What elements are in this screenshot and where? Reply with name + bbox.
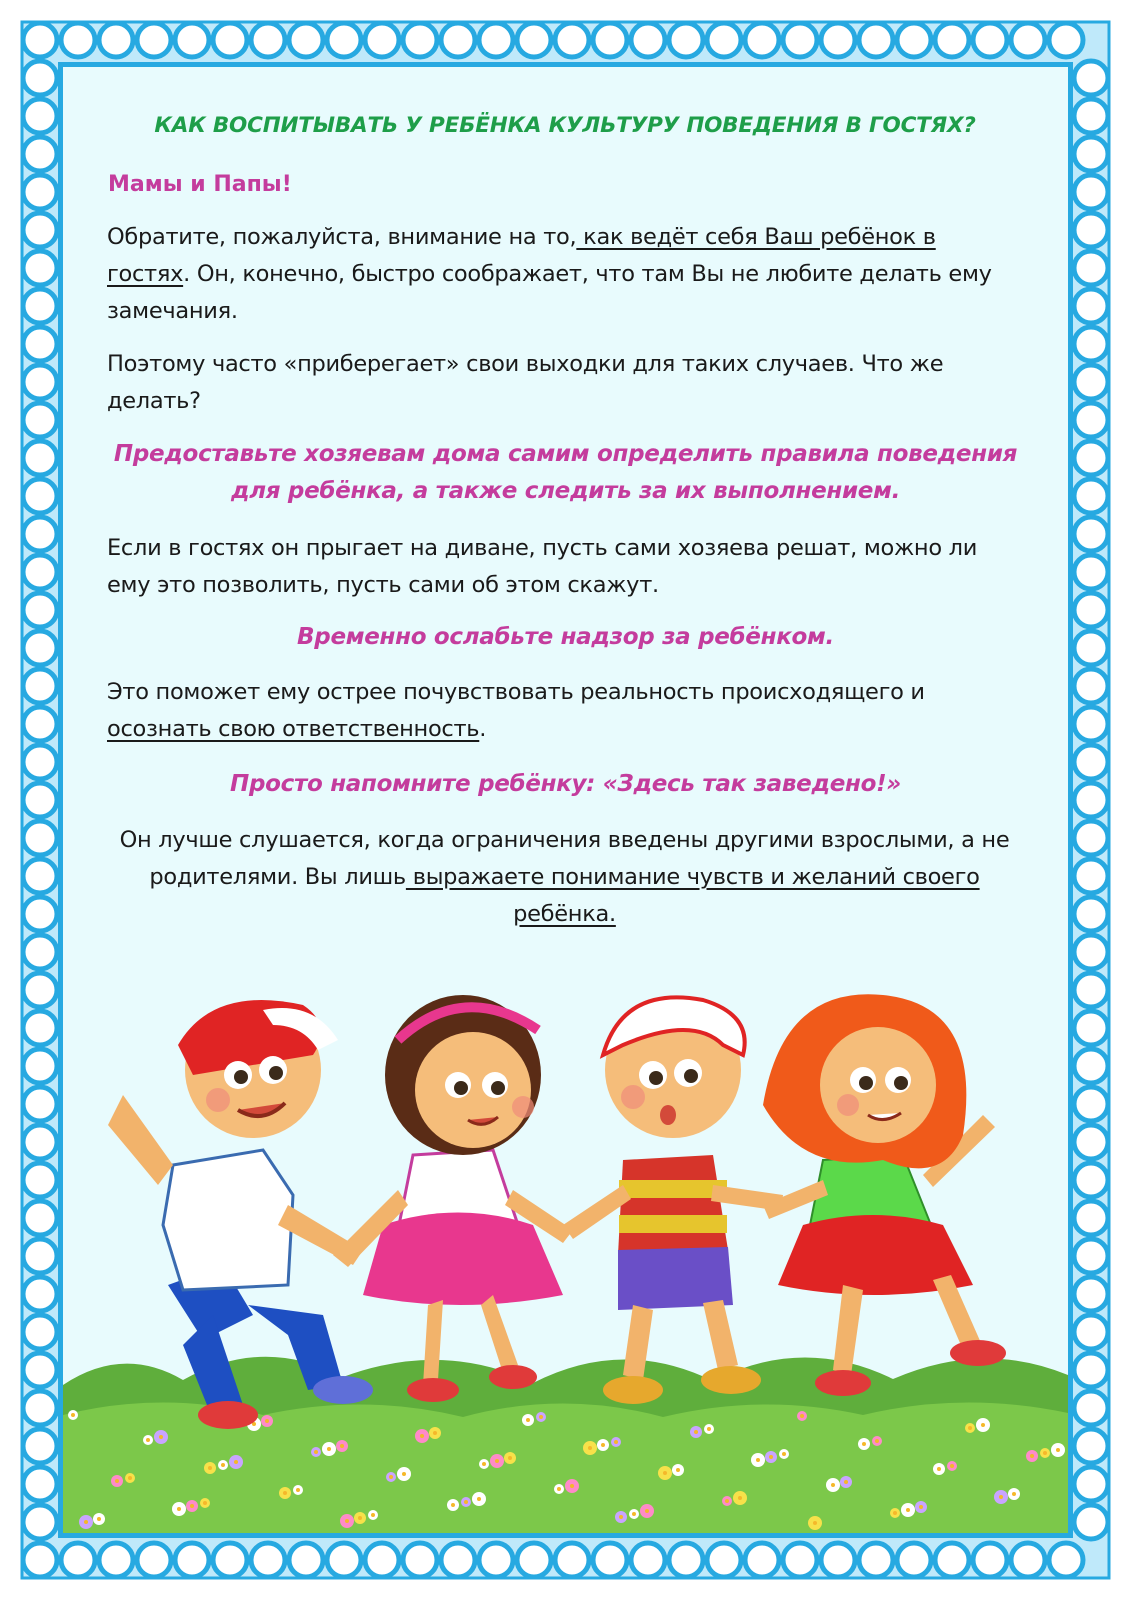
scallop-ring [61,23,95,57]
scallop-ring [1074,61,1108,95]
scallop-ring [669,23,703,57]
scallop-ring [1074,327,1108,361]
scallop-ring [783,1543,817,1577]
scallop-ring [213,23,247,57]
meadow-flower-center [676,1468,680,1472]
scallop-ring [783,23,817,57]
meadow-flower-center [71,1413,75,1417]
scallop-ring [23,821,57,855]
scallop-ring [707,1543,741,1577]
meadow-flower-center [557,1487,561,1491]
meadow-flower-center [84,1520,88,1524]
meadow-flower-center [159,1435,163,1439]
scallop-ring [1074,1391,1108,1425]
scallop-ring [707,23,741,57]
scallop-ring [821,23,855,57]
meadow-flower-center [844,1480,848,1484]
scallop-ring [23,593,57,627]
meadow-flower-center [738,1496,742,1500]
scallop-ring [289,1543,323,1577]
scallop-ring [23,1049,57,1083]
children-illustration [63,985,1068,1533]
meadow-flower-center [477,1497,481,1501]
meadow-flower-center [402,1472,406,1476]
scallop-ring [1074,973,1108,1007]
scallop-ring [23,137,57,171]
meadow-flower-center [707,1427,711,1431]
scallop-ring [1074,669,1108,703]
scallop-ring [23,783,57,817]
scallop-ring [23,213,57,247]
scallop-ring [1074,707,1108,741]
scallop-ring [631,1543,665,1577]
scallop-ring [479,23,513,57]
tip-2: Временно ослабьте надзор за ребёнком. [297,624,834,650]
scallop-ring [1074,175,1108,209]
paragraph-4-text-a: Это поможет ему острее почувствовать реальность происходящего и [107,679,925,705]
scallop-ring [1074,137,1108,171]
scallop-ring [479,1543,513,1577]
meadow-flower-center [327,1447,331,1451]
scallop-ring [1074,1505,1108,1539]
scallop-ring [23,23,57,57]
scallop-ring [23,859,57,893]
meadow-flower-center [451,1503,455,1507]
scallop-ring [1074,935,1108,969]
scallop-ring [23,251,57,285]
scallop-ring [1074,99,1108,133]
scallop-ring [175,23,209,57]
scallop-ring [1074,859,1108,893]
scallop-ring [973,1543,1007,1577]
meadow-flower-center [968,1426,972,1430]
meadow-flower-center [663,1471,667,1475]
scallop-ring [1074,441,1108,475]
meadow-flower-center [694,1430,698,1434]
scallop-ring [1011,23,1045,57]
scallop-ring [23,1429,57,1463]
meadow-flower-center [1056,1448,1060,1452]
scallop-ring [859,1543,893,1577]
scallop-ring [1074,251,1108,285]
meadow-flower-center [1012,1492,1016,1496]
scallop-ring [1074,1467,1108,1501]
scallop-ring [23,745,57,779]
scallop-ring [137,23,171,57]
scallop-ring [403,1543,437,1577]
scallop-ring [365,23,399,57]
paragraph-5-text-a: Он лучше слушается, когда ограничения введены другими взрослыми, а не родителями. Вы лишь [119,827,1010,890]
scallop-ring [23,365,57,399]
meadow-flower-center [146,1438,150,1442]
paragraph-5-underlined: выражаете понимание чувств и желаний своего ребёнка. [405,864,980,927]
scallop-ring [1074,479,1108,513]
meadow-flower-center [981,1423,985,1427]
scallop-ring [23,1087,57,1121]
scallop-ring [23,631,57,665]
scallop-ring [23,555,57,589]
meadow-flower-center [208,1466,212,1470]
scallop-ring [1074,1277,1108,1311]
scallop-ring [517,23,551,57]
scallop-ring [935,1543,969,1577]
scallop-ring [23,1125,57,1159]
scallop-ring [23,935,57,969]
scallop-ring [1074,1087,1108,1121]
paragraph-3: Если в гостях он прыгает на диване, пусть сами хозяева решат, можно ли ему это позволить, пусть сами об этом скажут. [107,535,978,598]
meadow-flower-center [190,1504,194,1508]
paragraph-5 [107,822,1022,933]
paragraph-1-underlined: как ведёт себя Ваш ребёнок в гостях [107,224,936,287]
scallop-ring [1074,897,1108,931]
scallop-ring [1074,1315,1108,1349]
scallop-ring [23,669,57,703]
paragraph-1-text-a: Обратите, пожалуйста, внимание на то, [107,224,577,250]
scallop-ring [821,1543,855,1577]
paragraph-4-underlined: осознать свою ответственность [107,716,480,742]
scallop-ring [23,479,57,513]
paragraph-4-text-b: . [479,716,487,742]
scallop-ring [23,707,57,741]
scallop-ring [669,1543,703,1577]
scallop-ring [23,897,57,931]
scallop-ring [23,61,57,95]
scallop-ring [1074,1239,1108,1273]
meadow-flower-center [570,1484,574,1488]
scallop-ring [23,1239,57,1273]
scallop-ring [23,1505,57,1539]
meadow-flower-center [340,1444,344,1448]
scallop-ring [1049,23,1083,57]
scallop-ring [365,1543,399,1577]
meadow-flower-center [283,1491,287,1495]
meadow-flower-center [464,1500,468,1504]
meadow-flower-center [526,1418,530,1422]
scallop-ring [935,23,969,57]
scallop-ring [23,1163,57,1197]
scallop-ring [175,1543,209,1577]
meadow-flower-center [1030,1454,1034,1458]
scallop-ring [61,1543,95,1577]
scallop-ring [1074,517,1108,551]
meadow-flower-center [769,1455,773,1459]
scallop-ring [23,175,57,209]
scallop-ring [441,1543,475,1577]
meadow-flower-center [614,1440,618,1444]
boy-striped-shirt-figure [563,997,783,1404]
scallop-ring [1074,365,1108,399]
meadow-flower-center [1043,1451,1047,1455]
scallop-ring [1011,1543,1045,1577]
scallop-ring [23,1467,57,1501]
meadow-flower-center [937,1467,941,1471]
girl-pink-skirt-figure [333,995,573,1402]
scallop-ring [1074,403,1108,437]
meadow-flower-center [234,1460,238,1464]
paragraph-1 [107,219,1022,330]
meadow-flower-center [389,1475,393,1479]
scallop-ring [1074,1049,1108,1083]
scallop-ring [555,1543,589,1577]
scallop-ring [23,403,57,437]
meadow-flower-center [128,1476,132,1480]
meadow-flower-center [177,1507,181,1511]
meadow-flower-center [588,1446,592,1450]
meadow-flower-center [314,1450,318,1454]
scallop-ring [23,327,57,361]
meadow-flower-center [358,1516,362,1520]
scallop-ring [23,1315,57,1349]
scallop-ring [99,23,133,57]
meadow-flower-center [645,1509,649,1513]
scallop-ring [1074,213,1108,247]
meadow-flower-center [875,1439,879,1443]
scallop-ring [1074,289,1108,323]
meadow-flower-center [782,1452,786,1456]
paragraph-2: Поэтому часто «приберегает» свои выходки для таких случаев. Что же делать? [107,351,944,414]
scallop-ring [327,1543,361,1577]
scallop-ring [1074,1353,1108,1387]
meadow-flower-center [495,1459,499,1463]
meadow-flower-center [296,1488,300,1492]
scallop-ring [1074,1163,1108,1197]
paragraph-4 [107,674,1022,748]
tip-3: Просто напомните ребёнку: «Здесь так заведено!» [230,771,901,797]
meadow-flower-center [115,1479,119,1483]
meadow-flower-center [508,1456,512,1460]
scallop-ring [745,1543,779,1577]
scallop-ring [1074,745,1108,779]
meadow-flower-center [813,1521,817,1525]
scallop-ring [137,1543,171,1577]
scallop-ring [327,23,361,57]
scallop-ring [251,1543,285,1577]
meadow-flower-center [893,1511,897,1515]
scallop-ring [593,1543,627,1577]
scallop-ring [1074,555,1108,589]
meadow-flower-center [756,1458,760,1462]
scallop-ring [251,23,285,57]
meadow-flower-center [420,1434,424,1438]
meadow-flower-center [601,1443,605,1447]
meadow-flower-center [619,1515,623,1519]
meadow-flower-center [831,1483,835,1487]
scallop-ring [555,23,589,57]
scallop-ring [23,1201,57,1235]
meadow-flower-center [265,1419,269,1423]
meadow-flower-center [919,1505,923,1509]
scallop-ring [631,23,665,57]
scallop-ring [1074,1011,1108,1045]
scallop-ring [23,289,57,323]
tip-1: Предоставьте хозяевам дома самим определить правила поведения для ребёнка, а также следить за их выполнением. [113,441,1018,504]
page-title: КАК ВОСПИТЫВАТЬ У РЕБЁНКА КУЛЬТУРУ ПОВЕДЕНИЯ В ГОСТЯХ? [154,113,976,138]
scallop-ring [517,1543,551,1577]
girl-red-hair-figure [763,994,1006,1396]
meadow-flower-center [203,1501,207,1505]
scallop-ring [1074,783,1108,817]
scallop-ring [213,1543,247,1577]
meadow-flower-center [539,1415,543,1419]
scallop-ring [1074,593,1108,627]
scallop-ring [897,23,931,57]
scallop-ring [23,517,57,551]
meadow-flower-center [482,1462,486,1466]
scallop-ring [289,23,323,57]
meadow-flower-center [371,1513,375,1517]
scallop-ring [1074,1125,1108,1159]
scallop-ring [441,23,475,57]
meadow-flower-center [950,1464,954,1468]
scallop-ring [973,23,1007,57]
scallop-ring [1074,631,1108,665]
scallop-ring [745,23,779,57]
scallop-ring [1074,821,1108,855]
meadow-flower-center [345,1519,349,1523]
scallop-ring [1074,1201,1108,1235]
scallop-ring [23,1011,57,1045]
scallop-ring [23,441,57,475]
scallop-ring [23,1277,57,1311]
scallop-ring [23,99,57,133]
paragraph-1-text-b: . Он, конечно, быстро соображает, что там Вы не любите делать ему замечания. [107,261,992,324]
scallop-ring [23,973,57,1007]
meadow-flower-center [906,1508,910,1512]
meadow-flower-center [433,1431,437,1435]
meadow-flower-center [999,1495,1003,1499]
meadow-flower-center [725,1499,729,1503]
scallop-ring [593,23,627,57]
meadow-flower-center [800,1414,804,1418]
scallop-ring [897,1543,931,1577]
scallop-ring [23,1391,57,1425]
meadow-flower-center [862,1442,866,1446]
meadow-flower-center [632,1512,636,1516]
scallop-ring [99,1543,133,1577]
scallop-ring [859,23,893,57]
meadow-flower-center [221,1463,225,1467]
meadow-flower-center [97,1517,101,1521]
scallop-ring [1074,1429,1108,1463]
scallop-ring [23,1543,57,1577]
scallop-ring [403,23,437,57]
greeting: Мамы и Папы! [108,172,292,197]
scallop-ring [1049,1543,1083,1577]
scallop-ring [23,1353,57,1387]
